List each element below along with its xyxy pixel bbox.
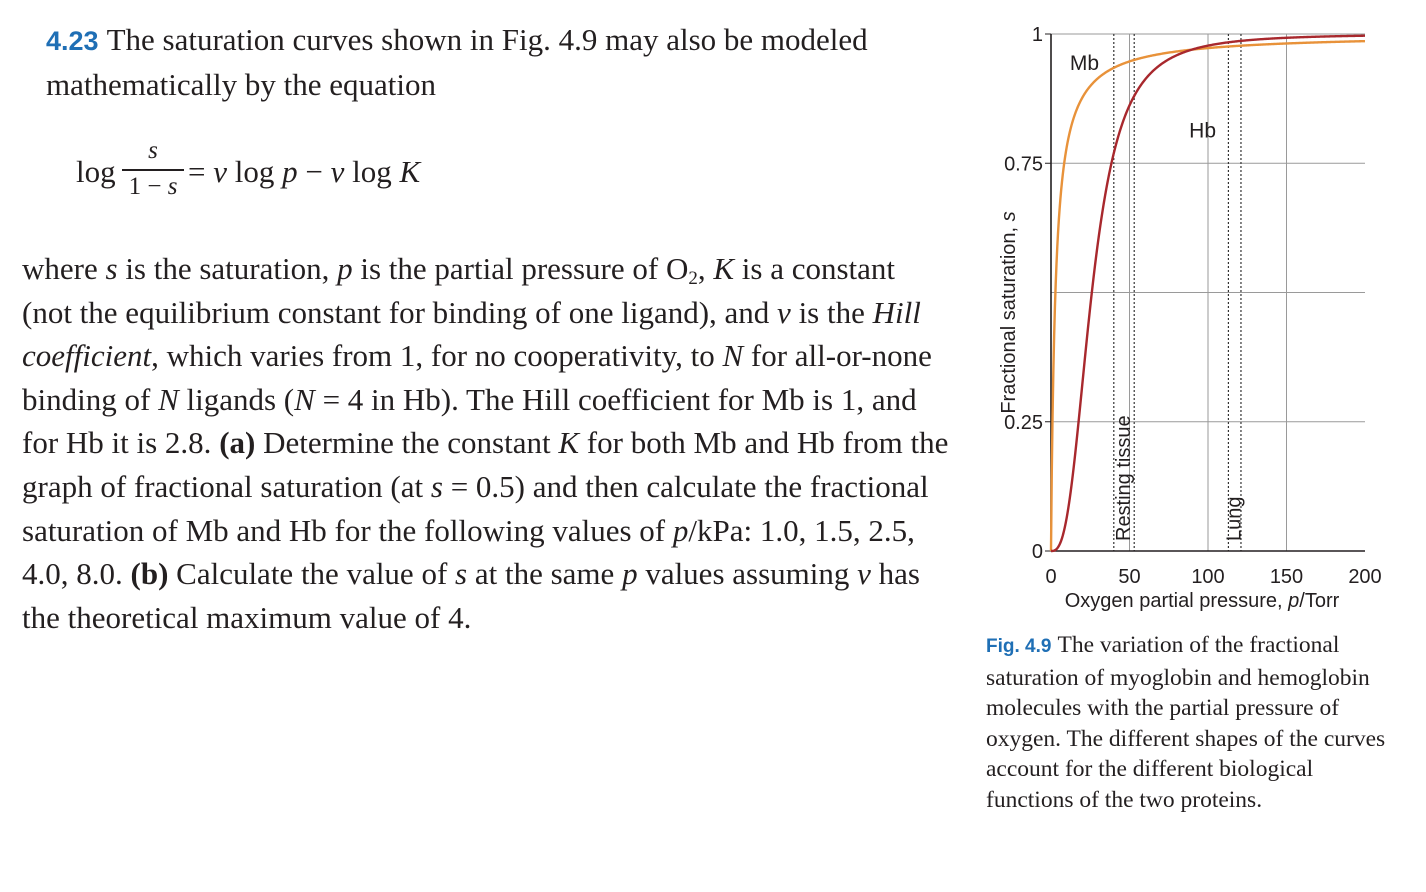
x-tick-label: 50 [1118, 566, 1141, 588]
y-axis-title: Fractional saturation, s [998, 211, 1020, 414]
x-axis-title: Oxygen partial pressure, p/Torr [1064, 590, 1340, 612]
y-tick-label: 1 [1031, 24, 1043, 46]
chart-grid [1051, 34, 1365, 551]
eq-denominator: 1 − s [128, 173, 178, 200]
region-label: Resting tissue [1113, 415, 1136, 541]
y-tick-label: 0.25 [1004, 411, 1043, 434]
x-tick-label: 200 [1348, 566, 1382, 588]
curve-label-hb: Hb [1189, 119, 1217, 143]
eq-fraction-bar [122, 169, 184, 171]
region-label: Lung [1223, 496, 1246, 541]
problem-heading [46, 18, 946, 107]
eq-right-hand-side: = ν log p − ν log K [188, 154, 421, 189]
y-tick-label: 0 [1031, 541, 1043, 563]
figure-caption-text: The variation of the fractional saturation of myoglobin and hemoglobin molecules with the partial pressure of oxygen. The different shapes of the curves account for the different biological functions of the two proteins. [986, 632, 1386, 813]
problem-intro-line1: The saturation curves shown in Fig. 4.9 may also be modeled [106, 22, 868, 57]
curve-label-mb: Mb [1069, 52, 1100, 76]
part-b-label: (b) [130, 556, 169, 592]
eq-fraction [122, 136, 184, 201]
part-a-label: (a) [219, 425, 256, 461]
problem-intro-line2: mathematically by the equation [46, 67, 436, 102]
saturation-chart [985, 10, 1405, 620]
x-tick-label: 100 [1191, 566, 1225, 588]
x-tick-label: 0 [1045, 566, 1057, 588]
eq-log: log [76, 154, 116, 189]
hill-coefficient-term: Hill coefficient [22, 294, 921, 374]
figure-caption [986, 630, 1406, 815]
y-tick-label: 0.75 [1004, 153, 1043, 176]
problem-number: 4.23 [46, 26, 99, 56]
eq-numerator: s [148, 137, 158, 164]
figure-label: Fig. 4.9 [986, 636, 1052, 657]
x-tick-label: 150 [1269, 566, 1304, 588]
problem-body: where s is the saturation, p is the partial pressure of $O_2$, K is a constant (not the equilibrium constant for binding of one ligand), and ν is the Hill coefficient, which varies from 1, for no cooperativity, to N for all-or-none binding of N ligands (N = 4 in Hb). The Hill coefficient for Mb is 1, and for Hb it is 2.8. (a) Determine the constant K for both Mb and Hb from the graph of fractional saturation (at s = 0.5) and then calculate the fractional saturation of Mb and Hb for the following values of p/kPa: 1.0, 1.5, 2.5, 4.0, 8.0. (b) Calculate the value of s at the same p values assuming ν has the theoretical maximum value of 4. [22, 251, 949, 635]
